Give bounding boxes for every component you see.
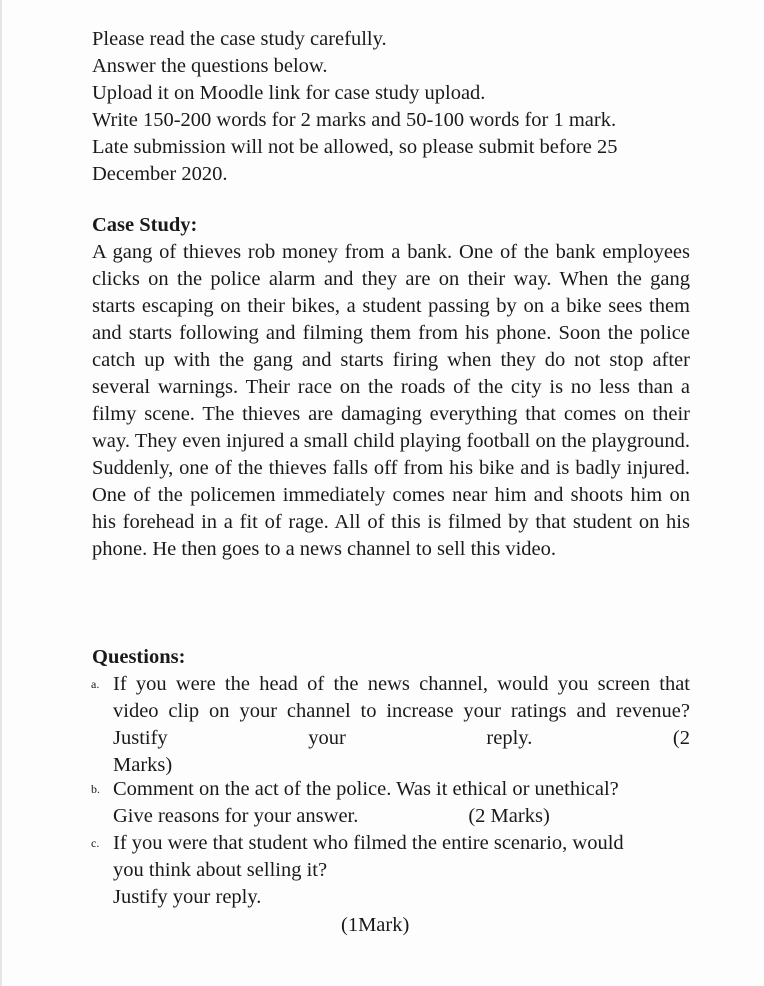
question-a — [91, 671, 690, 779]
question-c — [91, 830, 690, 911]
question-a-marks: Marks) — [113, 754, 173, 776]
question-a-marker: a. — [91, 677, 100, 691]
question-c-marker: c. — [91, 836, 100, 850]
question-c-marks: (1Mark) — [341, 914, 410, 936]
question-a-text: If you were the head of the news channel, would you screen that video clip on your channel to increase your ratings and revenue? Justify your reply. (2 — [113, 673, 690, 749]
question-b-line1: Comment on the act of the police. Was it ethical or unethical? — [113, 778, 619, 800]
case-study-heading: Case Study: — [92, 214, 198, 236]
question-b-line2: Give reasons for your answer. — [113, 805, 359, 827]
question-b — [91, 776, 690, 830]
case-study-body: A gang of thieves rob money from a bank. One of the bank employees clicks on the police alarm and they are on their way. When the gang starts escaping on their bikes, a student passing by on a bike sees them and starts following and filming them from his phone. Soon the police catch up with the gang and starts firing when they do not stop after several warnings. Their race on the roads of the city is no less than a filmy scene. The thieves are damaging everything that comes on their way. They even injured a small child playing football on the playground. Suddenly, one of the thieves falls off from his bike and is badly injured. One of the policemen immediately comes near him and shoots him on his forehead in a fit of rage. All of this is filmed by that student on his phone. He then goes to a news channel to sell this video. — [92, 241, 690, 560]
question-c-line1: If you were that student who filmed the entire scenario, would — [113, 832, 624, 854]
questions-heading: Questions: — [92, 646, 186, 668]
instruction-line: December 2020. — [92, 163, 228, 185]
instruction-line: Write 150-200 words for 2 marks and 50-100 words for 1 mark. — [92, 109, 617, 131]
instruction-line: Please read the case study carefully. — [92, 28, 387, 50]
page-edge — [0, 0, 2, 986]
question-c-line3: Justify your reply. — [113, 886, 262, 908]
question-b-marks: (2 Marks) — [468, 805, 550, 827]
instructions — [92, 26, 692, 188]
question-b-marker: b. — [91, 782, 100, 796]
instruction-line: Upload it on Moodle link for case study upload. — [92, 82, 486, 104]
instruction-line: Late submission will not be allowed, so please submit before 25 — [92, 136, 618, 158]
instruction-line: Answer the questions below. — [92, 55, 328, 77]
question-c-line2: you think about selling it? — [113, 859, 328, 881]
